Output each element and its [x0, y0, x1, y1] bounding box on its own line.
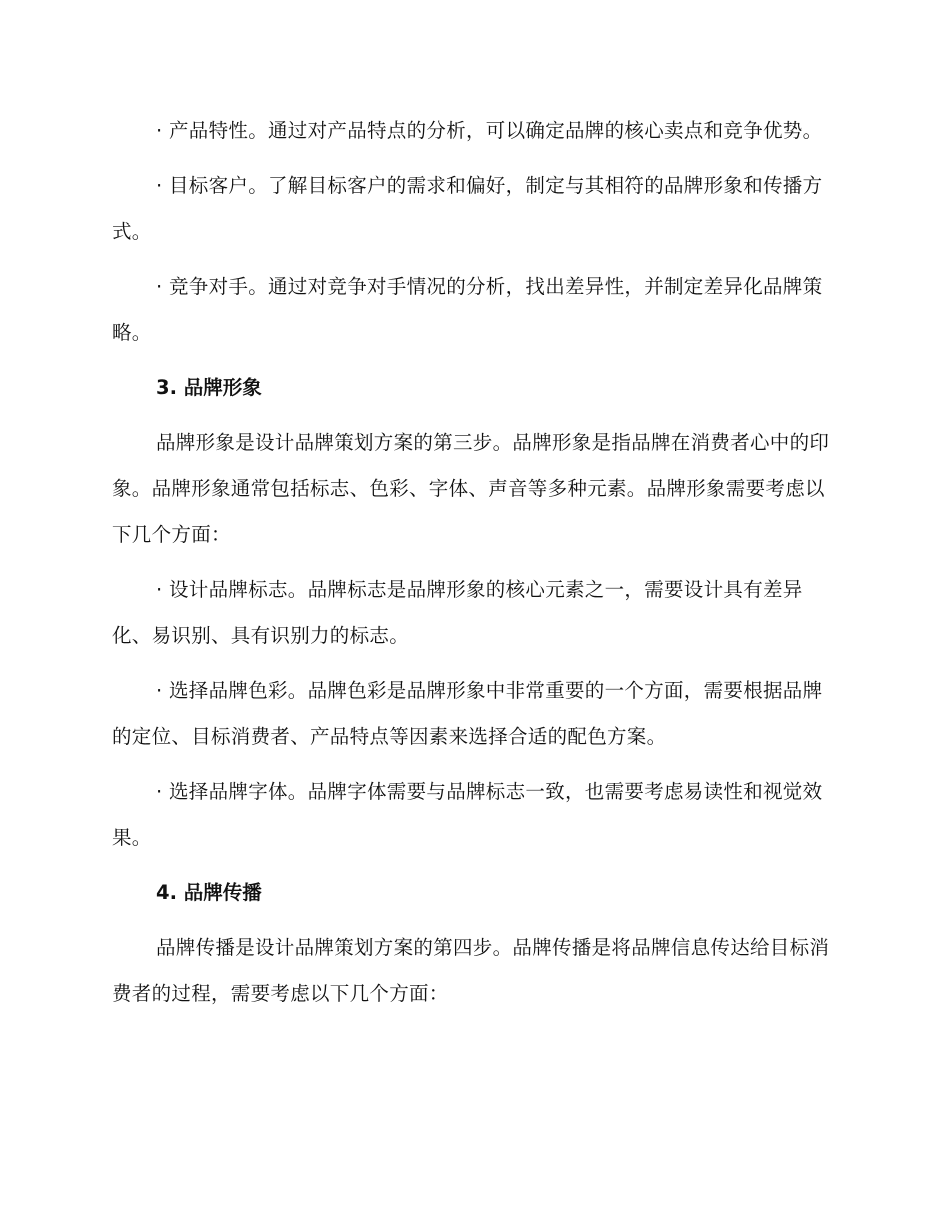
bullet-product-features: · 产品特性。通过对产品特点的分析，可以确定品牌的核心卖点和竞争优势。 — [156, 119, 823, 142]
bullet-target-customers: · 目标客户。了解目标客户的需求和偏好，制定与其相符的品牌形象和传播方式。 — [112, 174, 823, 243]
paragraph-brand-communication-intro: 品牌传播是设计品牌策划方案的第四步。品牌传播是将品牌信息传达给目标消费者的过程，需要考虑以下几个方面： — [112, 936, 830, 1005]
section-heading-brand-image: 3. 品牌形象 — [156, 376, 262, 399]
document-page — [112, 108, 830, 1026]
bullet-competitors: · 竞争对手。通过对竞争对手情况的分析，找出差异性，并制定差异化品牌策略。 — [112, 275, 823, 344]
bullet-brand-logo: · 设计品牌标志。品牌标志是品牌形象的核心元素之一，需要设计具有差异化、易识别、具有识别力的标志。 — [112, 578, 803, 647]
section-heading-brand-communication: 4. 品牌传播 — [156, 881, 262, 904]
bullet-brand-colors: · 选择品牌色彩。品牌色彩是品牌形象中非常重要的一个方面，需要根据品牌的定位、目标消费者、产品特点等因素来选择合适的配色方案。 — [112, 679, 823, 748]
bullet-brand-fonts: · 选择品牌字体。品牌字体需要与品牌标志一致，也需要考虑易读性和视觉效果。 — [112, 780, 823, 849]
paragraph-brand-image-intro: 品牌形象是设计品牌策划方案的第三步。品牌形象是指品牌在消费者心中的印象。品牌形象通常包括标志、色彩、字体、声音等多种元素。品牌形象需要考虑以下几个方面： — [112, 431, 830, 546]
